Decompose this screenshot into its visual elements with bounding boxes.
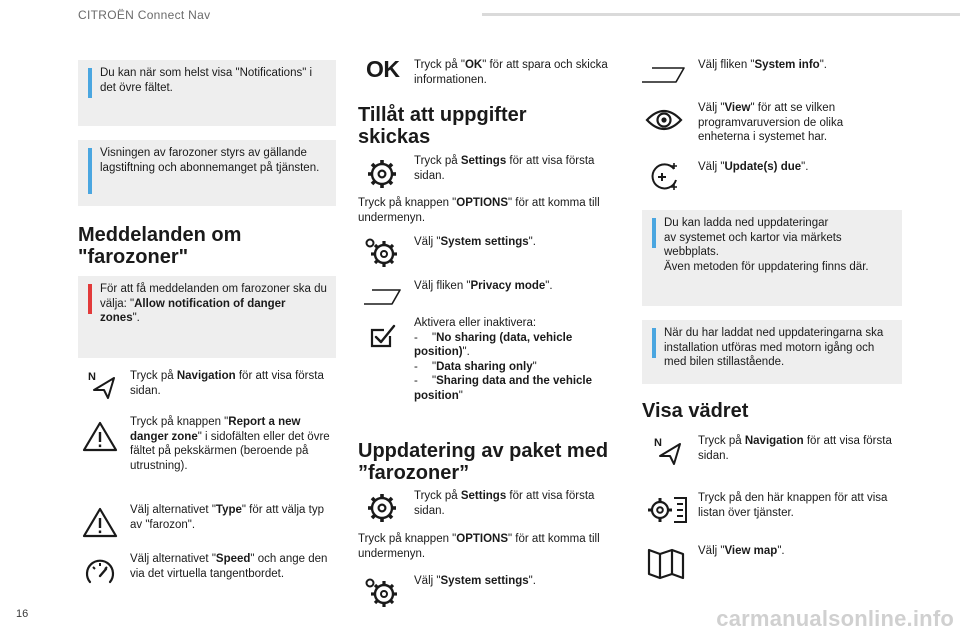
navigation-icon xyxy=(84,368,120,400)
info-note xyxy=(78,60,336,126)
step-text: Välj fliken "Privacy mode". xyxy=(414,280,553,292)
step-text: Välj alternativet "Speed" och ange den via det virtuella tangentbordet. xyxy=(130,553,328,580)
warning-note xyxy=(78,276,336,358)
section-heading: Visa vädret xyxy=(642,400,749,422)
option-item: - "No sharing (data, vehicle position)". xyxy=(414,331,573,358)
header-rule xyxy=(482,13,960,16)
step-text: Välj "View map". xyxy=(698,545,785,557)
eye-icon xyxy=(644,104,684,136)
info-note xyxy=(78,140,336,206)
step-text: Välj "Update(s) due". xyxy=(698,161,809,173)
step-text: Välj "System settings". xyxy=(414,236,536,248)
step-text: Tryck på Settings för att visa första sidan. xyxy=(414,155,595,182)
step-text: Tryck på Navigation för att visa första sidan. xyxy=(698,435,892,462)
checkbox-icon xyxy=(364,318,400,350)
watermark: carmanualsonline.info xyxy=(716,606,954,631)
settings-gears-icon xyxy=(364,236,400,268)
info-note-text: Du kan när som helst visa "Notifications" i det övre fältet. xyxy=(100,67,313,94)
info-note xyxy=(642,320,902,384)
info-bar xyxy=(88,68,92,98)
info-bar xyxy=(652,328,656,358)
page-number: 16 xyxy=(16,608,29,620)
option-item: - "Data sharing only" xyxy=(414,360,537,373)
step-text: Välj fliken "System info". xyxy=(698,59,827,71)
manual-title: CITROËN Connect Nav xyxy=(78,8,211,22)
speedometer-icon xyxy=(82,556,118,588)
info-bar xyxy=(652,218,656,248)
warning-triangle-icon xyxy=(82,420,118,452)
svg-text:N: N xyxy=(88,371,96,383)
gear-icon xyxy=(364,492,400,524)
step-text: Välj "System settings". xyxy=(414,575,536,587)
step-text: Välj alternativet "Type" för att välja typ av "farozon". xyxy=(130,504,324,531)
option-item: - "Sharing data and the vehicle position" xyxy=(414,375,593,402)
warning-triangle-icon xyxy=(82,506,118,538)
options-intro: Aktivera eller inaktivera: xyxy=(414,317,537,329)
toggle-options xyxy=(414,316,624,403)
step-text: Tryck på knappen "Report a new danger zone" i sidofälten eller det övre fältet på pekskärmen (beroende på utrustning). xyxy=(130,416,330,472)
map-icon xyxy=(646,546,686,582)
step-text: Tryck på Settings för att visa första sidan. xyxy=(414,490,595,517)
tab-icon xyxy=(640,58,686,90)
info-note-text: Du kan ladda ned uppdateringar av systemet och kartor via märkets webbplats. Även metoden för uppdatering finns där. xyxy=(664,217,869,273)
section-heading: Meddelanden om "farozoner" xyxy=(78,224,242,268)
step-text: Tryck på knappen "OPTIONS" för att komma till undermenyn. xyxy=(358,197,600,224)
gear-icon xyxy=(364,158,400,190)
services-icon xyxy=(646,494,690,526)
info-bar xyxy=(88,148,92,194)
tab-icon xyxy=(362,280,402,312)
ok-icon: OK xyxy=(366,56,400,82)
step-text: Tryck på knappen "OPTIONS" för att komma till undermenyn. xyxy=(358,533,600,560)
info-note-text: När du har laddat ned uppdateringarna ska installation utföras med motorn igång och med bilen stillastående. xyxy=(664,327,884,368)
navigation-icon xyxy=(650,434,686,466)
step-text: Tryck på Navigation för att visa första sidan. xyxy=(130,370,324,397)
svg-text:N: N xyxy=(654,437,662,449)
step-text: Tryck på "OK" för att spara och skicka informationen. xyxy=(414,59,608,86)
section-heading: Uppdatering av paket med ”farozoner” xyxy=(358,440,609,484)
info-note-text: Visningen av farozoner styrs av gällande lagstiftning och abonnemanget på tjänsten. xyxy=(100,147,320,174)
warning-note-text: För att få meddelanden om farozoner ska du välja: "Allow notification of danger zones". xyxy=(100,283,327,324)
settings-gears-icon xyxy=(364,576,400,608)
update-icon xyxy=(646,160,682,192)
step-text: Tryck på den här knappen för att visa listan över tjänster. xyxy=(698,492,888,519)
warning-bar xyxy=(88,284,92,314)
section-heading: Tillåt att uppgifter skickas xyxy=(358,104,527,148)
step-text: Välj "View" för att se vilken programvaruversion de olika enheterna i systemet har. xyxy=(698,102,844,143)
info-note xyxy=(642,210,902,306)
